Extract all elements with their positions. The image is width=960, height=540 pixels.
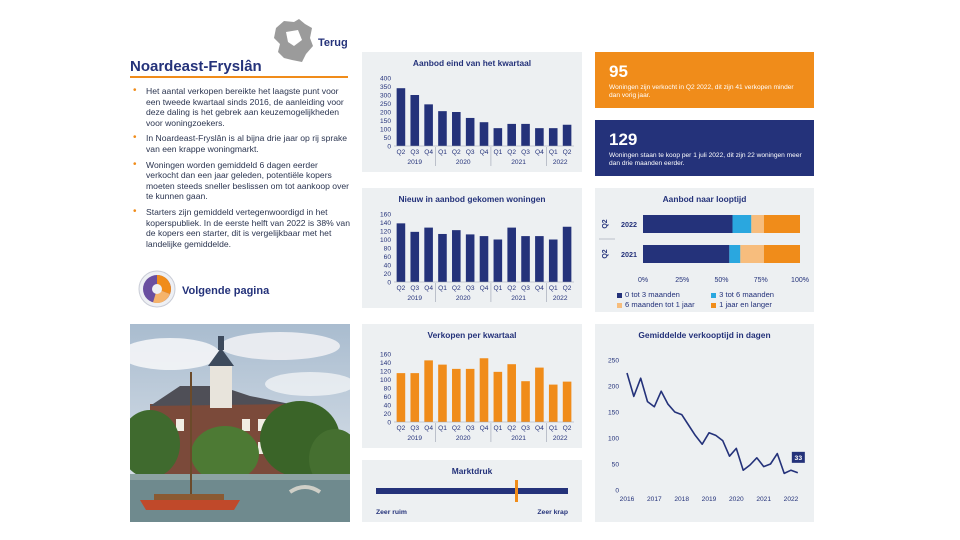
- bullet-item: • Woningen worden gemiddeld 6 dagen eerder verkocht dan een jaar geleden, potentiële kopers moeten steeds sneller beslissen om tot aankoop over te kunnen gaan.: [130, 160, 352, 202]
- page-title: Noardeast-Fryslân: [130, 58, 262, 75]
- bar: [535, 236, 544, 282]
- x-tick-label: Q3: [410, 149, 420, 156]
- x-tick-label: Q3: [465, 285, 475, 292]
- x-tick-label: Q2: [396, 285, 406, 292]
- y-tick-label: 80: [383, 245, 391, 253]
- sales-kpi-card: [595, 52, 814, 108]
- stock-chart-panel: [362, 52, 582, 172]
- bar: [480, 122, 489, 146]
- x-tick-label: 2019: [701, 496, 717, 503]
- y-tick-label: 0: [387, 419, 391, 427]
- y-tick-label: 60: [383, 254, 391, 261]
- group-label: 2019: [407, 435, 423, 442]
- x-tick-label: Q1: [438, 285, 447, 292]
- y-tick-label: 160: [379, 351, 391, 359]
- legend-label: 6 maanden tot 1 jaar: [625, 300, 695, 309]
- stacked-bar-segment: [740, 245, 764, 263]
- bar: [410, 373, 419, 422]
- chart-title: Nieuw in aanbod gekomen woningen: [398, 194, 546, 204]
- y-tick-label: 250: [607, 357, 619, 365]
- x-tick-label: 0%: [637, 277, 649, 284]
- x-tick-label: Q4: [534, 149, 544, 156]
- x-tick-label: 100%: [791, 277, 809, 284]
- y-tick-label: 400: [379, 75, 391, 83]
- group-label: 2022: [552, 435, 568, 442]
- bar: [452, 230, 461, 282]
- y-tick-label: 50: [611, 461, 619, 469]
- y-tick-label: 50: [383, 135, 391, 142]
- y-tick-label: 40: [383, 402, 391, 410]
- stacked-bar-segment: [643, 215, 732, 233]
- y-tick-label: 350: [379, 84, 391, 91]
- kpi-description: Woningen zijn verkocht in Q2 2022, dit zijn 41 verkopen minder dan vorig jaar.: [609, 84, 794, 100]
- group-label: Q2: [602, 249, 609, 259]
- x-tick-label: 2016: [619, 496, 635, 503]
- stock-bar-chart: [362, 52, 582, 172]
- bar: [397, 223, 406, 282]
- x-tick-label: Q2: [451, 149, 461, 156]
- x-tick-label: 75%: [753, 277, 768, 284]
- y-tick-label: 140: [379, 220, 391, 227]
- stacked-bar-segment: [643, 245, 729, 263]
- bar: [494, 128, 503, 146]
- bar: [452, 112, 461, 146]
- back-link[interactable]: Terug: [318, 37, 348, 49]
- group-label: Q2: [602, 219, 609, 229]
- x-tick-label: Q3: [521, 425, 530, 432]
- bar: [549, 240, 558, 283]
- x-tick-label: Q2: [562, 149, 572, 156]
- bar: [480, 236, 489, 282]
- bar: [438, 111, 447, 146]
- duration-legend: [617, 290, 807, 310]
- series-line: [627, 373, 798, 473]
- x-tick-label: 25%: [675, 277, 690, 284]
- bar: [424, 228, 433, 282]
- x-tick-label: Q1: [493, 425, 503, 432]
- x-tick-label: 2022: [783, 496, 799, 503]
- stacked-bar-segment: [764, 215, 800, 233]
- legend-item: [711, 290, 803, 299]
- bar: [424, 360, 433, 422]
- x-tick-label: Q2: [562, 285, 572, 292]
- x-tick-label: Q4: [534, 285, 544, 292]
- bar: [535, 128, 544, 146]
- x-tick-label: Q1: [493, 149, 503, 156]
- title-divider: [130, 76, 348, 78]
- y-tick-label: 300: [379, 92, 391, 100]
- bar: [466, 234, 475, 282]
- y-tick-label: 20: [383, 271, 391, 278]
- group-label: 2021: [511, 435, 526, 442]
- sales-bar-chart: [362, 324, 582, 448]
- bar: [507, 364, 516, 422]
- market-pressure-title: Marktdruk: [451, 466, 493, 476]
- bar: [424, 104, 433, 146]
- bar: [410, 95, 419, 146]
- bar: [521, 236, 530, 282]
- bar: [549, 385, 558, 422]
- next-page-icon[interactable]: [138, 270, 176, 308]
- bar: [507, 228, 516, 282]
- x-tick-label: Q4: [479, 425, 489, 432]
- bar: [397, 88, 406, 146]
- x-tick-label: Q4: [479, 285, 489, 292]
- group-label: 2020: [455, 295, 471, 302]
- bar: [438, 234, 447, 282]
- legend-item: [711, 300, 803, 309]
- x-tick-label: Q2: [507, 425, 517, 432]
- chart-title: Verkopen per kwartaal: [427, 330, 517, 340]
- legend-item: [617, 290, 709, 299]
- y-tick-label: 100: [379, 377, 391, 384]
- chart-title: Aanbod eind van het kwartaal: [412, 58, 532, 68]
- y-tick-label: 0: [615, 487, 619, 495]
- x-tick-label: Q2: [562, 425, 572, 432]
- town-photo: [130, 324, 350, 522]
- y-tick-label: 160: [379, 211, 391, 219]
- market-pressure-right-label: Zeer krap: [537, 509, 568, 516]
- x-tick-label: Q4: [534, 425, 544, 432]
- x-tick-label: Q4: [479, 149, 489, 156]
- legend-label: 3 tot 6 maanden: [719, 290, 775, 299]
- bar: [507, 124, 516, 146]
- kpi-value: 129: [609, 130, 638, 149]
- y-tick-label: 100: [607, 435, 619, 443]
- duration-stacked-chart: [595, 188, 814, 288]
- category-label: 2022: [621, 220, 637, 229]
- category-label: 2021: [621, 250, 637, 259]
- group-label: 2021: [511, 159, 526, 166]
- legend-label: 0 tot 3 maanden: [625, 290, 680, 299]
- x-tick-label: Q2: [396, 149, 406, 156]
- y-tick-label: 60: [383, 394, 391, 401]
- stock-kpi-card: [595, 120, 814, 176]
- stacked-bar-segment: [751, 215, 764, 233]
- group-label: 2020: [455, 159, 471, 166]
- x-tick-label: Q2: [451, 425, 461, 432]
- x-tick-label: Q3: [465, 425, 475, 432]
- bar: [521, 381, 530, 422]
- market-pressure-track: [376, 488, 568, 494]
- y-tick-label: 200: [607, 383, 619, 391]
- x-tick-label: Q2: [396, 425, 406, 432]
- legend-label: 1 jaar en langer: [719, 300, 772, 309]
- duration-chart-panel: [595, 188, 814, 312]
- bar: [563, 227, 572, 282]
- y-tick-label: 0: [387, 143, 391, 151]
- stacked-bar-segment: [764, 245, 800, 263]
- bar: [563, 382, 572, 422]
- x-tick-label: Q3: [521, 285, 530, 292]
- group-label: 2022: [552, 295, 568, 302]
- y-tick-label: 0: [387, 279, 391, 287]
- x-tick-label: Q3: [410, 285, 420, 292]
- chart-title: Aanbod naar looptijd: [662, 194, 747, 204]
- y-tick-label: 100: [379, 126, 391, 134]
- x-tick-label: 2018: [674, 496, 690, 503]
- x-tick-label: 2017: [646, 496, 662, 503]
- bar: [480, 358, 489, 422]
- group-label: 2019: [407, 295, 423, 302]
- group-label: 2022: [552, 159, 568, 166]
- x-tick-label: 50%: [714, 277, 729, 284]
- y-tick-label: 150: [607, 409, 619, 417]
- y-tick-label: 80: [383, 385, 391, 393]
- stacked-bar-segment: [729, 245, 740, 263]
- bar: [494, 372, 503, 422]
- bar: [521, 124, 530, 146]
- y-tick-label: 20: [383, 411, 391, 418]
- last-value-label: 33: [794, 455, 803, 463]
- x-tick-label: Q1: [438, 149, 447, 156]
- x-tick-label: Q1: [548, 285, 558, 292]
- y-tick-label: 40: [383, 262, 391, 270]
- bullet-item: • In Noardeast-Fryslân is al bijna drie jaar op rij sprake van een krappe woningmarkt.: [130, 133, 352, 154]
- group-label: 2019: [407, 159, 423, 166]
- bar: [466, 118, 475, 146]
- market-pressure-marker: [515, 480, 518, 502]
- x-tick-label: Q1: [548, 149, 558, 156]
- market-pressure-left-label: Zeer ruim: [376, 509, 407, 516]
- kpi-description: Woningen staan te koop per 1 juli 2022, dit zijn 22 woningen meer dan drie maanden eerder.: [609, 152, 802, 168]
- x-tick-label: Q2: [507, 149, 517, 156]
- sale-time-line-chart: [595, 324, 814, 522]
- x-tick-label: Q2: [507, 285, 517, 292]
- x-tick-label: Q3: [410, 425, 420, 432]
- bar: [549, 128, 558, 146]
- x-tick-label: Q2: [451, 285, 461, 292]
- y-tick-label: 200: [379, 109, 391, 117]
- new-listings-chart-panel: [362, 188, 582, 308]
- y-tick-label: 120: [379, 228, 391, 236]
- x-tick-label: Q4: [424, 149, 434, 156]
- x-tick-label: 2021: [756, 496, 772, 503]
- y-tick-label: 140: [379, 360, 391, 367]
- x-tick-label: Q1: [438, 425, 447, 432]
- x-tick-label: Q3: [465, 149, 475, 156]
- market-pressure-panel: [362, 460, 582, 522]
- x-tick-label: Q4: [424, 285, 434, 292]
- stacked-bar-segment: [732, 215, 751, 233]
- x-tick-label: Q4: [424, 425, 434, 432]
- region-map-icon[interactable]: [272, 18, 314, 64]
- bar: [452, 369, 461, 422]
- sales-chart-panel: [362, 324, 582, 448]
- sale-time-chart-panel: [595, 324, 814, 522]
- bar: [397, 373, 406, 422]
- x-tick-label: Q3: [521, 149, 530, 156]
- group-label: 2021: [511, 295, 526, 302]
- y-tick-label: 100: [379, 237, 391, 244]
- y-tick-label: 250: [379, 101, 391, 108]
- bar: [563, 125, 572, 146]
- y-tick-label: 120: [379, 368, 391, 376]
- x-tick-label: Q1: [493, 285, 503, 292]
- bar: [494, 240, 503, 283]
- summary-bullets: [130, 86, 352, 254]
- bar: [535, 368, 544, 422]
- x-tick-label: 2020: [728, 496, 744, 503]
- kpi-value: 95: [609, 62, 628, 81]
- x-tick-label: Q1: [548, 425, 558, 432]
- legend-item: [617, 300, 709, 309]
- next-page-link[interactable]: Volgende pagina: [182, 285, 270, 297]
- group-label: 2020: [455, 435, 471, 442]
- new-listings-bar-chart: [362, 188, 582, 308]
- bar: [410, 232, 419, 282]
- bar: [438, 365, 447, 422]
- y-tick-label: 150: [379, 118, 391, 125]
- bullet-item: • Starters zijn gemiddeld vertegenwoordigd in het koperspubliek. In de eerste helft van 2022 is 38% van de kopers een starter, dit is vergelijkbaar met het landelijke gemiddelde.: [130, 207, 352, 249]
- chart-title: Gemiddelde verkooptijd in dagen: [638, 330, 771, 340]
- bullet-item: • Het aantal verkopen bereikte het laagste punt voor een tweede kwartaal sinds 2016, de aanleiding voor deze daling is het gebrek aan keuzemogelijkheden voor woningzoekers.: [130, 86, 352, 128]
- bar: [466, 369, 475, 422]
